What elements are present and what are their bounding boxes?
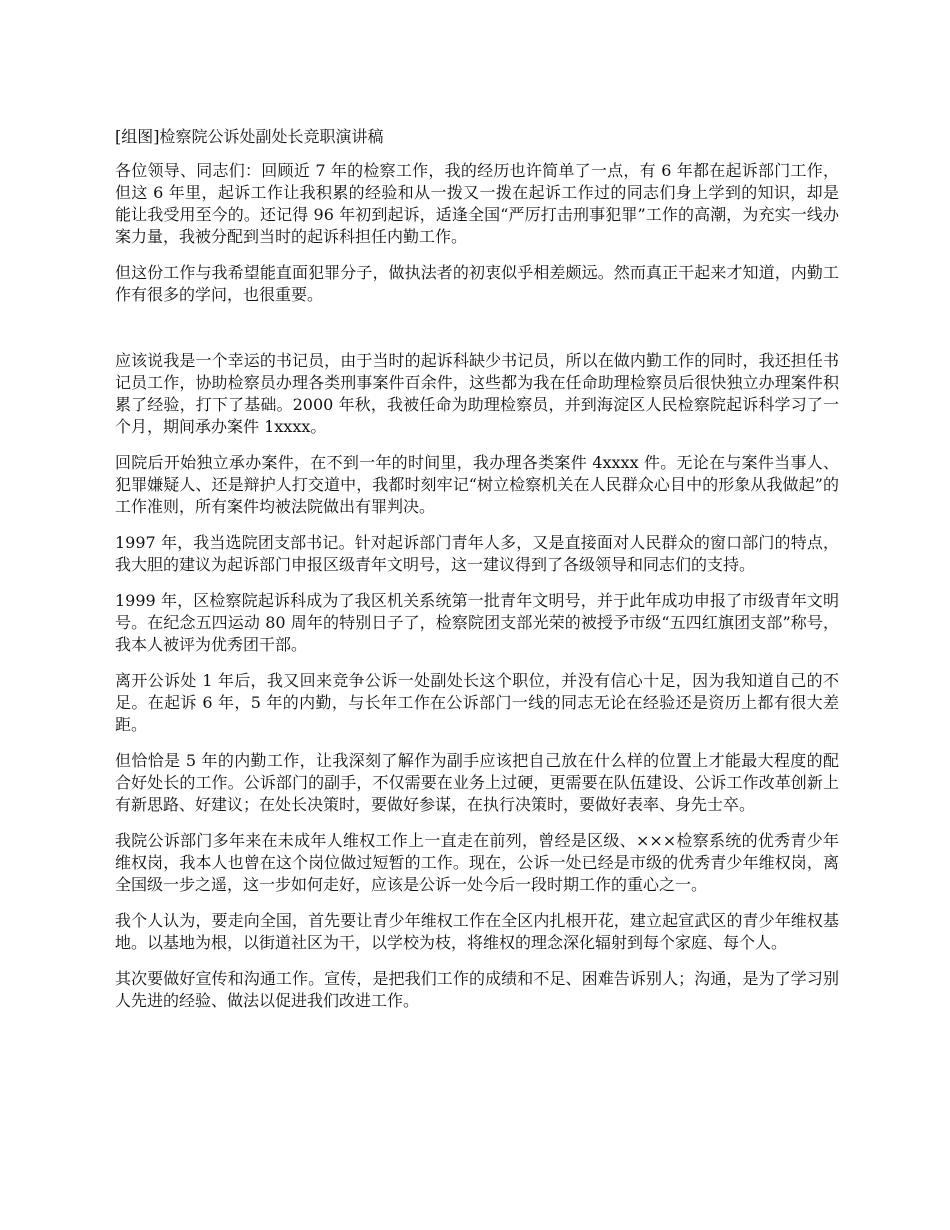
document-title: [组图]检察院公诉处副处长竞职演讲稿 <box>115 127 384 146</box>
section-spacer <box>115 320 839 350</box>
paragraph-national-goal: 我个人认为，要走向全国，首先要让青少年维权工作在全区内扎根开花，建立起宣武区的青少年维权基地。以基地为根，以街道社区为干，以学校为枝，将维权的理念深化辐射到每个家庭、每个人。 <box>115 911 839 952</box>
document-page <box>115 126 839 1026</box>
paragraph-clerk-work: 但这份工作与我希望能直面犯罪分子，做执法者的初衷似乎相差颇远。然而真正干起来才知道，内勤工作有很多的学问，也很重要。 <box>115 263 839 304</box>
paragraph-youth-rights: 我院公诉部门多年来在未成年人维权工作上一直走在前列，曾经是区级、×××检察系统的优秀青少年维权岗，我本人也曾在这个岗位做过短暂的工作。现在，公诉一处已经是市级的优秀青少年维权岗，离全国级一步之遥，这一步如何走好，应该是公诉一处今后一段时期工作的重心之一。 <box>115 831 839 894</box>
paragraph-greeting: 各位领导、同志们：回顾近 7 年的检察工作，我的经历也许简单了一点，有 6 年都在起诉部门工作，但这 6 年里，起诉工作让我积累的经验和从一拨又一拨在起诉工作过的同志们身上学到的知识，却是能让我受用至今的。还记得 96 年初到起诉，适逢全国“严厉打击刑事犯罪”工作的高潮，为充实一线办案力量，我被分配到当时的起诉科担任内勤工作。 <box>115 161 839 246</box>
paragraph-publicity: 其次要做好宣传和沟通工作。宣传，是把我们工作的成绩和不足、困难告诉别人；沟通，是为了学习别人先进的经验、做法以促进我们改进工作。 <box>115 969 839 1010</box>
paragraph-deputy-role: 但恰恰是 5 年的内勤工作，让我深刻了解作为副手应该把自己放在什么样的位置上才能最大程度的配合好处长的工作。公诉部门的副手，不仅需要在业务上过硬，更需要在队伍建设、公诉工作改革创新上有新思路、好建议；在处长决策时，要做好参谋，在执行决策时，要做好表率、身先士卒。 <box>115 751 839 814</box>
paragraph-return: 离开公诉处 1 年后，我又回来竞争公诉一处副处长这个职位，并没有信心十足，因为我知道自己的不足。在起诉 6 年，5 年的内勤，与长年工作在公诉部门一线的同志无论在经验还是资历上都有很大差距。 <box>115 671 839 734</box>
paragraph-1999: 1999 年，区检察院起诉科成为了我区机关系统第一批青年文明号，并于此年成功申报了市级青年文明号。在纪念五四运动 80 周年的特别日子了，检察院团支部光荣的被授予市级“五四红旗团支部”称号，我本人被评为优秀团干部。 <box>115 591 839 654</box>
paragraph-1997: 1997 年，我当选院团支部书记。针对起诉部门青年人多，又是直接面对人民群众的窗口部门的特点，我大胆的建议为起诉部门申报区级青年文明号，这一建议得到了各级领导和同志们的支持。 <box>115 533 839 574</box>
paragraph-lucky-clerk: 应该说我是一个幸运的书记员，由于当时的起诉科缺少书记员，所以在做内勤工作的同时，我还担任书记员工作，协助检察员办理各类刑事案件百余件，这些都为我在任命助理检察员后很快独立办理案件积累了经验，打下了基础。2000 年秋，我被任命为助理检察员，并到海淀区人民检察院起诉科学习了一个月，期间承办案件 1xxxx。 <box>115 351 839 436</box>
paragraph-independent-cases: 回院后开始独立承办案件，在不到一年的时间里，我办理各类案件 4xxxx 件。无论在与案件当事人、犯罪嫌疑人、还是辩护人打交道中，我都时刻牢记“树立检察机关在人民群众心目中的形象从我做起”的工作准则，所有案件均被法院做出有罪判决。 <box>115 453 839 516</box>
